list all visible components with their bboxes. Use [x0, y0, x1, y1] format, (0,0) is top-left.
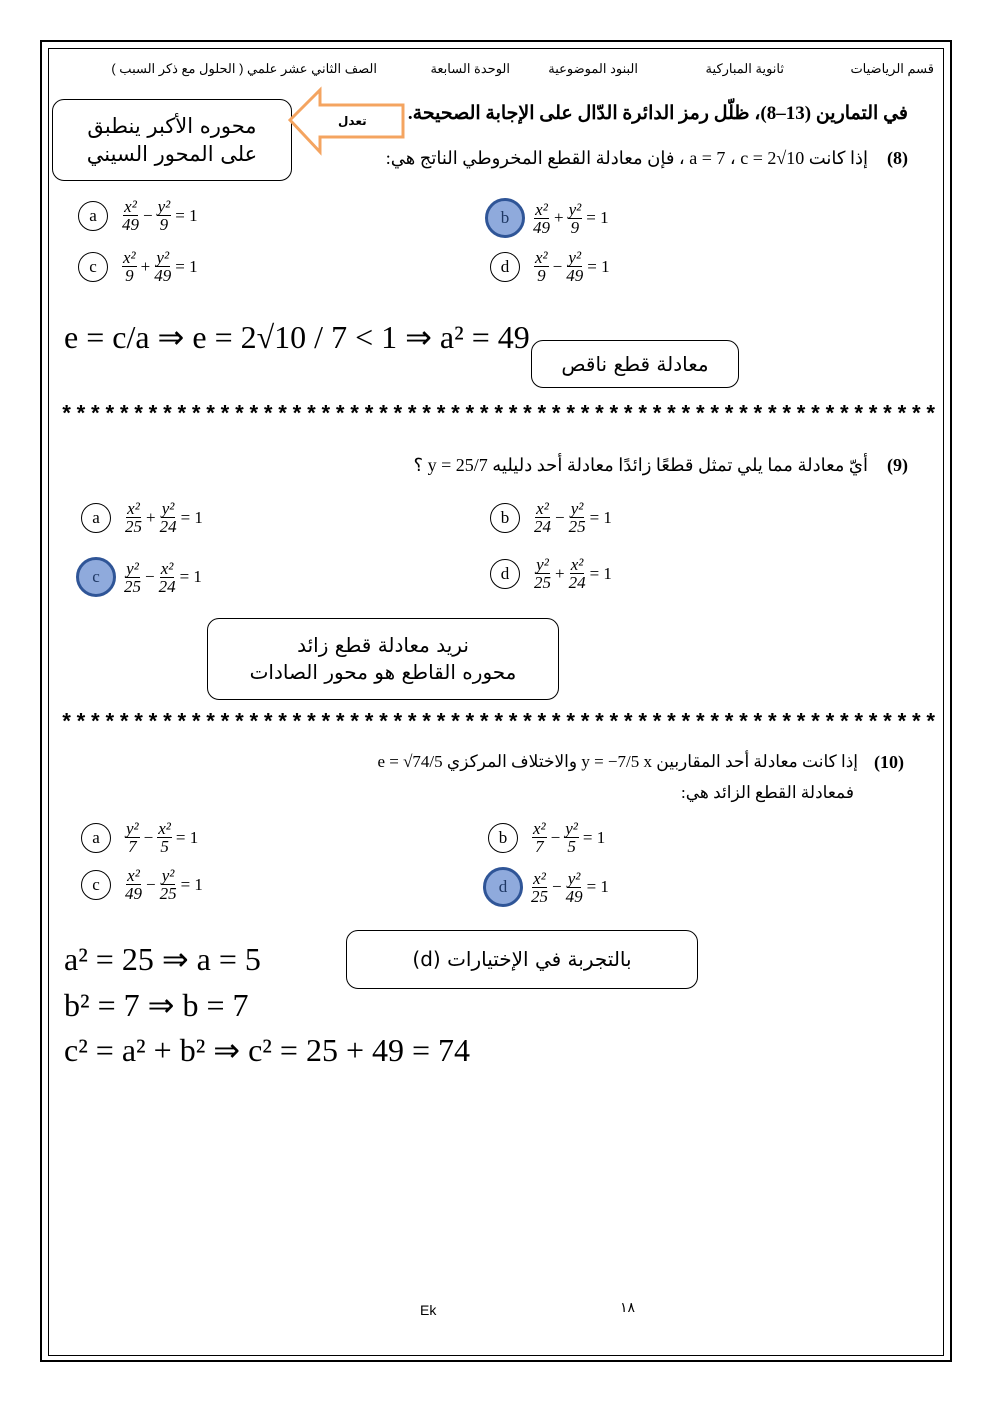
- numerator: y²: [568, 199, 582, 219]
- q10-work-1: a² = 25 ⇒ a = 5: [64, 941, 261, 977]
- numerator: x²: [123, 248, 136, 267]
- header-school: ثانوية المباركية: [705, 61, 784, 76]
- fraction: [569, 556, 586, 591]
- fraction: [122, 249, 137, 284]
- operator: −: [550, 827, 561, 847]
- footer-initials: Ek: [420, 1302, 437, 1318]
- option-circle[interactable]: d: [490, 559, 520, 589]
- option-circle[interactable]: b: [490, 503, 520, 533]
- q8-work: e = c/a ⇒ e = 2√10 / 7 < 1 ⇒ a² = 49: [64, 319, 530, 355]
- operator: −: [552, 256, 563, 276]
- fraction: [569, 500, 586, 535]
- fraction: [534, 556, 551, 591]
- operator: −: [146, 874, 156, 894]
- arrow-label: تعدل: [338, 114, 367, 128]
- fraction: [564, 820, 579, 855]
- numerator: x²: [127, 499, 140, 518]
- note-line: نريد معادلة قطع زائد: [297, 633, 469, 657]
- option-circle[interactable]: d: [490, 252, 520, 282]
- separator: *************************************************************: [60, 711, 939, 736]
- fraction: [534, 500, 551, 535]
- denominator: 49: [533, 217, 550, 237]
- q9-number: (9): [887, 455, 908, 475]
- operator: +: [555, 563, 565, 583]
- q10-text: إذا كانت معادلة أحد المقاربين y = −7/5 x والاختلاف المركزي e = √74/5: [377, 752, 858, 771]
- denominator: 24: [568, 573, 586, 592]
- q9-note-box: [207, 618, 559, 700]
- numerator: x²: [158, 819, 171, 838]
- fraction: [122, 198, 139, 233]
- denominator: 7: [128, 837, 137, 856]
- header-unit: الوحدة السابعة: [430, 61, 510, 76]
- q8-text: إذا كانت a = 7 ، c = 2√10 ، فإن معادلة القطع المخروطي الناتج هي:: [385, 148, 868, 168]
- fraction: [160, 867, 177, 902]
- denominator: 25: [568, 517, 586, 536]
- denominator: 7: [535, 837, 544, 856]
- option-circle[interactable]: a: [81, 823, 111, 853]
- equals-one: = 1: [180, 874, 203, 894]
- operator: −: [555, 507, 565, 527]
- denominator: 24: [534, 517, 551, 536]
- fraction: [160, 500, 177, 535]
- note-line: على المحور السيني: [86, 142, 258, 166]
- fraction: [157, 198, 172, 233]
- q10-option-d[interactable]: [488, 867, 613, 907]
- option-circle[interactable]: a: [81, 503, 111, 533]
- equals-one: = 1: [589, 507, 612, 527]
- operator: +: [146, 507, 156, 527]
- numerator: x²: [124, 197, 137, 216]
- numerator: y²: [161, 499, 175, 518]
- q8-option-a[interactable]: [78, 198, 202, 233]
- fraction: [566, 870, 583, 905]
- numerator: y²: [570, 499, 584, 518]
- denominator: 5: [567, 837, 576, 856]
- q8-note-box: معادلة قطع ناقص: [531, 340, 739, 388]
- denominator: 49: [122, 215, 139, 234]
- denominator: 25: [125, 517, 142, 536]
- fraction: [154, 249, 171, 284]
- q10-work-3: c² = a² + b² ⇒ c² = 25 + 49 = 74: [64, 1032, 471, 1068]
- q9-option-c[interactable]: [81, 557, 206, 597]
- fraction: [534, 249, 549, 284]
- q10-option-b[interactable]: [488, 820, 609, 855]
- equals-one: = 1: [175, 827, 199, 847]
- note-line: محوره الأكبر ينطبق: [87, 113, 257, 138]
- denominator: 5: [160, 837, 169, 856]
- q10-note-box: بالتجربة في الإختيارات (d): [346, 930, 698, 989]
- operator: +: [140, 256, 151, 276]
- option-circle[interactable]: a: [78, 201, 108, 231]
- denominator: 25: [159, 884, 177, 903]
- numerator: x²: [570, 555, 584, 574]
- fraction: [125, 867, 142, 902]
- header-section: البنود الموضوعية: [548, 61, 638, 76]
- equals-one: = 1: [586, 877, 609, 896]
- q8-option-c[interactable]: [78, 249, 202, 284]
- denominator: 25: [531, 886, 548, 906]
- instruction: في التمارين (13–8)، ظلّل رمز الدائرة الدّال على الإجابة الصحيحة.: [407, 103, 908, 124]
- numerator: x²: [533, 819, 546, 838]
- denominator: 9: [570, 217, 580, 237]
- option-circle[interactable]: b: [488, 823, 518, 853]
- numerator: y²: [567, 868, 581, 888]
- header-grade: الصف الثاني عشر علمي ( الحلول مع ذكر السبب ): [111, 61, 377, 76]
- q9-option-b[interactable]: [490, 500, 616, 535]
- page-number: ١٨: [620, 1301, 636, 1316]
- q9-option-d[interactable]: [490, 556, 616, 591]
- option-circle[interactable]: c: [76, 557, 116, 597]
- fraction: [566, 249, 583, 284]
- equals-one: = 1: [582, 827, 606, 847]
- numerator: y²: [565, 819, 578, 838]
- fraction: [531, 870, 548, 905]
- q9-option-a[interactable]: [81, 500, 207, 535]
- denominator: 24: [159, 517, 177, 536]
- fraction: [533, 201, 550, 236]
- q10-number: (10): [874, 752, 904, 772]
- numerator: y²: [157, 197, 171, 216]
- page-border-inner: [48, 48, 944, 1356]
- fraction: [159, 560, 176, 595]
- q10-text-2: فمعادلة القطع الزائد هي:: [681, 783, 854, 802]
- denominator: 24: [158, 576, 176, 596]
- numerator: y²: [126, 819, 139, 838]
- numerator: x²: [536, 499, 549, 518]
- operator: +: [554, 208, 564, 227]
- separator: *************************************************************: [60, 403, 939, 428]
- denominator: 49: [565, 886, 583, 906]
- operator: −: [145, 567, 155, 586]
- equals-one: = 1: [180, 507, 203, 527]
- equals-one: = 1: [587, 256, 610, 276]
- equals-one: = 1: [179, 567, 202, 586]
- q8-option-d[interactable]: [490, 249, 614, 284]
- denominator: 9: [125, 266, 134, 285]
- q9-text: أيّ معادلة مما يلي تمثل قطعًا زائدًا معادلة أحد دليليه y = 25/7 ؟: [413, 455, 868, 475]
- option-circle[interactable]: c: [81, 870, 111, 900]
- numerator: x²: [535, 248, 548, 267]
- denominator: 49: [566, 266, 584, 285]
- denominator: 25: [534, 573, 551, 592]
- denominator: 9: [159, 215, 169, 234]
- fraction: [568, 201, 583, 236]
- option-circle[interactable]: d: [483, 867, 523, 907]
- operator: −: [552, 877, 562, 896]
- fraction: [125, 500, 142, 535]
- header-department: قسم الرياضيات: [850, 61, 934, 76]
- operator: −: [143, 205, 153, 225]
- fraction: [125, 820, 140, 855]
- denominator: 25: [124, 576, 141, 596]
- numerator: y²: [536, 555, 549, 574]
- numerator: x²: [533, 868, 546, 888]
- numerator: y²: [161, 866, 175, 885]
- denominator: 49: [154, 266, 172, 285]
- operator: −: [143, 827, 154, 847]
- fraction: [532, 820, 547, 855]
- option-circle[interactable]: b: [485, 198, 525, 238]
- equals-one: = 1: [586, 208, 609, 227]
- numerator: y²: [568, 248, 582, 267]
- q10-work-2: b² = 7 ⇒ b = 7: [64, 987, 249, 1023]
- equals-one: = 1: [589, 563, 612, 583]
- fraction: [157, 820, 172, 855]
- numerator: x²: [160, 558, 174, 578]
- numerator: x²: [127, 866, 140, 885]
- q8-option-b[interactable]: [490, 198, 613, 238]
- q8-number: (8): [887, 148, 908, 168]
- q10-option-c[interactable]: [81, 867, 207, 902]
- numerator: y²: [126, 558, 139, 578]
- numerator: x²: [535, 199, 548, 219]
- option-circle[interactable]: c: [78, 252, 108, 282]
- denominator: 49: [125, 884, 142, 903]
- note-line: محوره القاطع هو محور الصادات: [249, 660, 517, 684]
- denominator: 9: [537, 266, 546, 285]
- equals-one: = 1: [175, 256, 198, 276]
- numerator: y²: [156, 248, 170, 267]
- q10-option-a[interactable]: [81, 820, 202, 855]
- fraction: [124, 560, 141, 595]
- note-box-major-axis: [52, 99, 292, 181]
- equals-one: = 1: [175, 205, 198, 225]
